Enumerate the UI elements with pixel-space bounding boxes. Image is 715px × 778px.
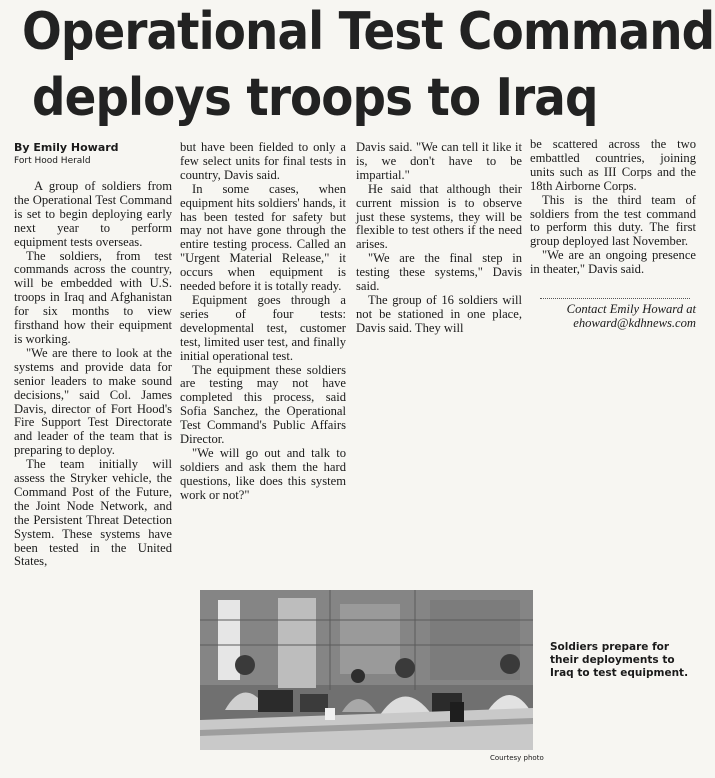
paragraph: A group of soldiers from the Operational Test Command is set to begin deploying early next year to perform equipment tests overseas.: [14, 179, 172, 249]
paragraph: "We are there to look at the systems and provide data for senior leaders to make sound decisions," said Col. James Davis, director of Fort Hood's Fire Support Test Directorate and leader of the team that is preparing to deploy.: [14, 345, 172, 458]
paragraph: In some cases, when equipment hits soldiers' hands, it has been tested for safety but may not have gone through the entire testing process. Called an "Urgent Material Release," it occurs when equipment is needed before it is totally ready.: [180, 181, 346, 294]
headline-line-1: Operational Test Command: [22, 2, 715, 62]
paragraph: He said that although their current mission is to observe just these systems, they will be flexible to test others if the need arises.: [356, 181, 522, 252]
paragraph: "We will go out and talk to soldiers and ask them the hard questions, like does this system work or not?": [180, 445, 346, 502]
article-column-2: [180, 141, 346, 503]
paragraph: Davis said. "We can tell it like it is, we don't have to be impartial.": [356, 140, 522, 182]
byline-author: By Emily Howard: [14, 141, 119, 154]
contact-email: ehoward@kdhnews.com: [573, 316, 696, 330]
paragraph: The equipment these soldiers are testing may not have completed this process, said Sofia Sanchez, the Operational Test Command's Public Affairs Director.: [180, 362, 346, 447]
article-column-1: [14, 180, 172, 569]
paragraph: "We are an ongoing presence in theater," Davis said.: [530, 248, 696, 277]
byline-publication: Fort Hood Herald: [14, 156, 91, 166]
paragraph: The soldiers, from test commands across the country, will be embedded with U.S. troops in Iraq and Afghanistan for six months to view firsthand how their equipment is working.: [14, 248, 172, 346]
headline-line-2: deploys troops to Iraq: [32, 68, 598, 128]
paragraph: This is the third team of soldiers from the test command to perform this duty. The first group deployed last November.: [530, 192, 696, 249]
paragraph: but have been fielded to only a few select units for final tests in country, Davis said.: [180, 140, 346, 182]
news-photo: [200, 590, 533, 750]
article-column-3: [356, 141, 522, 336]
paragraph: be scattered across the two embattled countries, joining units such as III Corps and the 18th Airborne Corps.: [530, 137, 696, 193]
photo-credit: Courtesy photo: [490, 754, 544, 762]
photo-soldiers-at-table: [200, 590, 533, 750]
divider: [540, 298, 690, 299]
contact-text: Contact Emily Howard at: [566, 302, 696, 316]
paragraph: "We are the final step in testing these systems," Davis said.: [356, 251, 522, 294]
contact-line: [530, 302, 696, 330]
photo-caption: Soldiers prepare for their deployments to Iraq to test equipment.: [550, 641, 689, 679]
paragraph: The team initially will assess the Stryker vehicle, the Command Post of the Future, the Joint Node Network, and the Persistent Threat Detection System. These systems have been tested in the United States,: [14, 457, 172, 569]
paragraph: Equipment goes through a series of four tests: developmental test, customer test, limited user test, and finally initial operational test.: [180, 292, 346, 363]
article-column-4: [530, 138, 696, 277]
paragraph: The group of 16 soldiers will not be stationed in one place, Davis said. They will: [356, 292, 522, 335]
